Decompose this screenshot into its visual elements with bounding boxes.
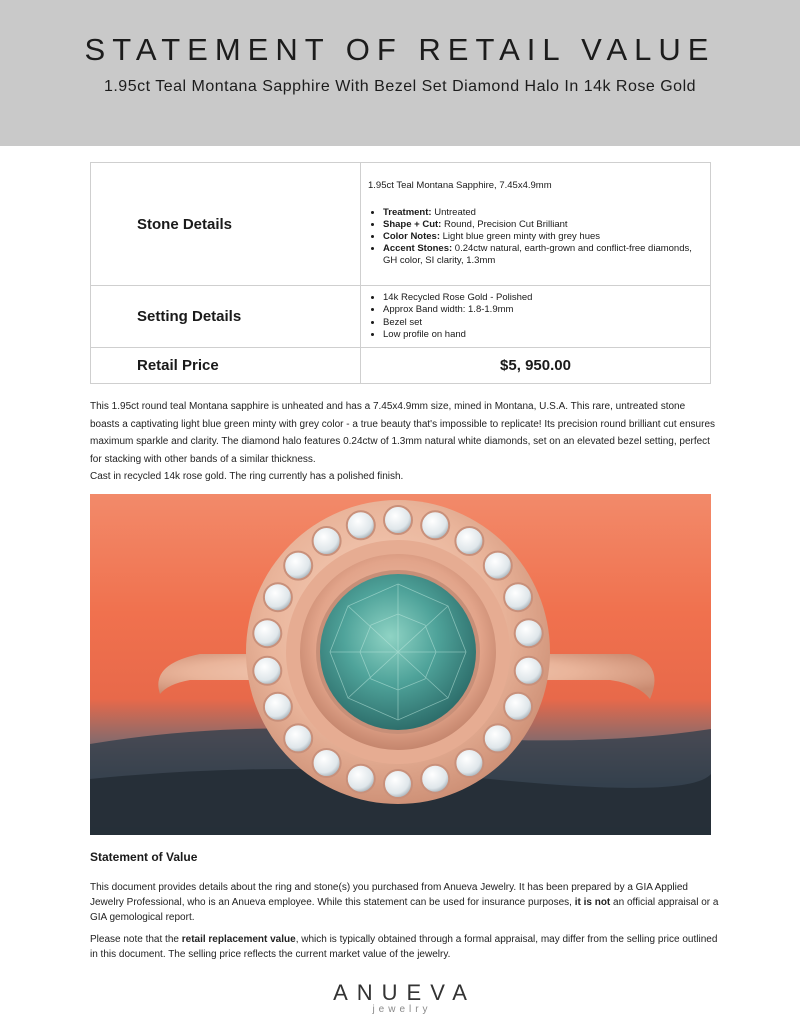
emphasis-text: retail replacement value — [181, 934, 296, 945]
halo-diamond — [504, 693, 532, 721]
halo-diamond — [313, 749, 341, 777]
setting-details-value — [361, 286, 711, 348]
item-key: Color Notes: — [383, 231, 440, 242]
statement-paragraph — [90, 932, 720, 962]
list-item: • Approx Band width: 1.8-1.9mm — [383, 304, 698, 316]
halo-diamond — [253, 657, 281, 685]
stone-details-list — [368, 207, 698, 268]
details-table — [90, 162, 711, 384]
list-item — [383, 207, 698, 219]
halo-diamond — [264, 693, 292, 721]
retail-price-row — [91, 348, 711, 384]
item-value: Untreated — [431, 206, 476, 218]
logo-subtext: jewelry — [372, 1004, 432, 1015]
list-item: • Low profile on hand — [383, 329, 698, 341]
setting-details-list — [368, 292, 698, 341]
page-subtitle: 1.95ct Teal Montana Sapphire With Bezel Set Diamond Halo In 14k Rose Gold — [103, 78, 697, 95]
list-item: • Bezel set — [383, 317, 698, 329]
halo-diamond — [347, 765, 375, 793]
halo-diamond — [421, 765, 449, 793]
list-item — [383, 231, 698, 243]
ring-photo — [90, 494, 711, 835]
ring-photo-svg — [90, 494, 711, 835]
setting-details-label: Setting Details — [91, 286, 361, 348]
list-item — [383, 243, 698, 267]
product-description — [90, 398, 715, 486]
list-item: • 14k Recycled Rose Gold - Polished — [383, 292, 698, 304]
emphasis-text: it is not — [574, 897, 611, 908]
item-key: Shape + Cut: — [383, 218, 442, 230]
page-title: STATEMENT OF RETAIL VALUE — [84, 32, 716, 67]
halo-diamond — [284, 724, 312, 752]
retail-price-label: Retail Price — [91, 348, 361, 384]
halo-diamond — [421, 511, 449, 539]
stone-details-label: Stone Details — [91, 163, 361, 286]
text-segment: Please note that the — [90, 934, 182, 945]
item-key: Accent Stones: — [383, 243, 453, 255]
stone-details-value — [361, 163, 711, 286]
retail-price-value: $5, 950.00 — [361, 348, 711, 384]
statement-heading: Statement of Value — [90, 850, 198, 864]
halo-diamond — [515, 619, 543, 647]
halo-diamond — [484, 724, 512, 752]
text-segment: This document provides details about the ring and stone(s) you purchased from Anueva Jewelry. It has been prepared by a GIA Applied Jewelry Professional, who is an Anueva employee. While this statement can be used for insurance purposes, — [90, 882, 688, 908]
item-key: Treatment: — [383, 206, 432, 218]
logo-wordmark: ANUEVA — [333, 980, 476, 1005]
halo-diamond — [515, 657, 543, 685]
page-header — [0, 0, 800, 146]
halo-diamond — [455, 749, 483, 777]
text-segment: , which is typically obtained through a formal appraisal, may differ from the selling price outlined in this document. The selling price reflects the current market value of the jewelry. — [90, 934, 718, 960]
halo-diamond — [484, 552, 512, 580]
text-segment: an official appraisal or a GIA gemological report. — [90, 897, 719, 923]
anueva-logo — [300, 980, 500, 1015]
item-value: Light blue green minty with grey hues — [440, 231, 601, 242]
halo-diamond — [253, 619, 281, 647]
halo-diamond — [264, 583, 292, 611]
halo-diamond — [313, 527, 341, 555]
halo-diamond — [347, 511, 375, 539]
halo-diamond — [504, 583, 532, 611]
description-paragraph: Cast in recycled 14k rose gold. The ring currently has a polished finish. — [90, 471, 404, 482]
statement-paragraph — [90, 880, 720, 925]
stone-details-row — [91, 163, 711, 286]
halo-diamond — [384, 506, 412, 534]
list-item — [383, 219, 698, 231]
setting-details-row — [91, 286, 711, 348]
halo-diamond — [384, 770, 412, 798]
item-value: Round, Precision Cut Brilliant — [441, 218, 568, 230]
halo-diamond — [284, 552, 312, 580]
item-value: 0.24ctw natural, earth-grown and conflict-free diamonds, GH color, SI clarity, 1.3mm — [383, 243, 692, 267]
halo-diamond — [455, 527, 483, 555]
stone-intro: 1.95ct Teal Montana Sapphire, 7.45x4.9mm — [368, 180, 552, 192]
description-paragraph: This 1.95ct round teal Montana sapphire is unheated and has a 7.45x4.9mm size, mined in Montana, U.S.A. This rare, untreated stone boasts a captivating light blue green minty with grey color - a true beauty that's impossible to replicate! Its precision round brilliant cut ensures maximum sparkle and clarity. The diamond halo features 0.24ctw of 1.3mm natural white diamonds, set on an elevated bezel setting, perfect for stacking with other bands of a similar thickness. — [90, 401, 716, 465]
